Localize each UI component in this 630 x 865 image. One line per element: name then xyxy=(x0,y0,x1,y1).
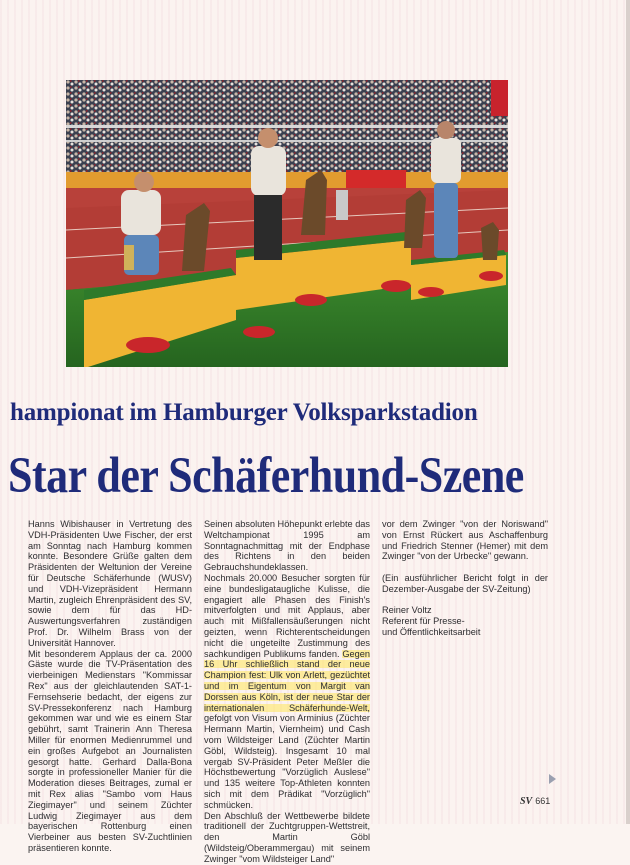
column-3-note: (Ein ausführlicher Bericht folgt in der Dezember-Ausgabe der SV-Zeitung) xyxy=(382,572,548,594)
scan-edge xyxy=(626,0,630,824)
column-2-text xyxy=(204,519,370,865)
dog-show-photo xyxy=(66,80,508,367)
footer-brand: SV xyxy=(520,796,533,807)
column-3-text-a: vor dem Zwinger "von der Noriswand" von Ernst Rückert aus Aschaffenburg und Friedrich Stenner (Hemer) mit dem Zwinger "von der Urbecke" gewann. xyxy=(382,519,548,562)
article-column-3 xyxy=(382,519,548,649)
column-1-text: Hanns Wibishauser in Vertretung des VDH-Präsidenten Uwe Fischer, der erst am Sonntag nach Hamburg kommen konnte. Besondere Grüße galten dem Präsidenten der Weltunion der Vereine für Deutsche Schäferhunde (WUSV) und VDH-Vizepräsident Hermann Martin, zugleich Ehrenpräsident des SV, sowie dem für das HD-Auswertungsverfahren zuständigen Prof. Dr. Wilhelm Brass von der Universität Hannover. Mit besonderem Applaus der ca. 2000 Gäste wurde die TV-Präsentation des vierbeinigen Medienstars "Kommissar Rex" aus der gleichlautenden SAT-1-Fernsehserie bedacht, der eigens zur SV-Pressekonferenz nach Hamburg gekommen war und wie es einem Star gebührt, samt Trainerin Ann Theresa Miller für enormen Medienrummel und ein großes Aufgebot an Journalisten gesorgt hatte. Gerhard Dalla-Bona sorgte in professioneller Manier für die Moderation dieses Beitrages, zumal er mit Rex alias "Sambo vom Haus Ziegimayer" und seinem Züchter Ludwig Ziegimayer aus dem bayerischen Rottenburg einen Vierbeiner aus besten SV-Zuchtlinien präsentieren konnte. xyxy=(28,519,192,853)
highlighted-passage: Gegen 16 Uhr schließlich stand der neue Champion fest: Ulk von Arlett, gezüchtet und im Eigentum von Margit van Dorssen aus Köln, ist der neue Star der internationalen Schäferhunde-Welt, xyxy=(204,648,370,713)
author-signature: Reiner Voltz Referent für Presse- und Öffentlichkeitsarbeit xyxy=(382,605,481,637)
article-column-2 xyxy=(204,519,370,865)
dog-show-podium-photo xyxy=(66,80,508,367)
column-2-text-a: Seinen absoluten Höhepunkt erlebte das Weltchampionat 1995 am Sonntagnachmittag mit der Endphase des Richtens in den beiden Gebrauchshundeklassen. Nochmals 20.000 Besucher sorgten für eine bundesligataugliche Kulisse, die engagiert alle Phasen des Finish's mitverfolgten und mit Applaus, aber auch mit Mißfallensäußerungen nicht geizten, wenn Richterentscheidungen nicht die ungeteilte Zustimmung des sachkundigen Publikums fanden. xyxy=(204,519,371,659)
continue-arrow-icon xyxy=(549,774,556,784)
article-column-1 xyxy=(28,519,192,854)
page-number: 661 xyxy=(535,796,551,806)
article-kicker: hampionat im Hamburger Volksparkstadion xyxy=(10,399,478,426)
page-footer xyxy=(520,796,550,807)
article-headline: Star der Schäferhund-Szene xyxy=(8,447,524,504)
column-2-text-b: gefolgt von Visum von Arminius (Züchter Hermann Martin, Viernheim) und Cash vom Wildsteiger Land (Züchter Martin Göbl, Wildsteig). Insgesamt 10 mal vergab SV-Präsident Peter Meßler die Höchstbewertung "Vorzüglich Auslese" und 135 weitere Top-Athleten konnten sich mit dem Prädikat "Vorzüglich" schmücken. Den Abschluß der Wettbewerbe bildete traditionell der Zuchtgruppen-Wettstreit, den Martin Göbl (Wildsteig/Oberammergau) mit seinem Zwinger "vom Wildsteiger Land" xyxy=(204,713,370,864)
